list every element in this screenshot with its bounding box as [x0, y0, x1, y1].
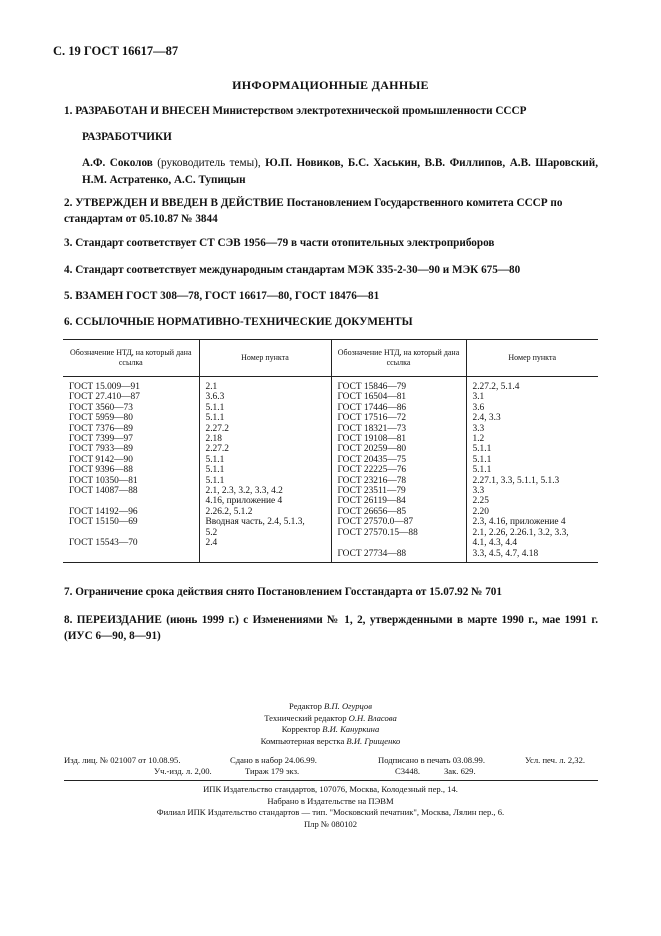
other-developers: Ю.П. Новиков, Б.С. Хаськин, В.В. Филлипов, А.В. Шаровский, Н.М. Астратенко, А.С. Тупицын: [82, 157, 598, 186]
print-run: Тираж 179 экз.: [245, 766, 300, 776]
item-number: 6.: [64, 316, 73, 328]
page-title: ИНФОРМАЦИОННЫЕ ДАННЫЕ: [232, 78, 429, 92]
layout-line: Компьютерная верстка В.И. Грищенко: [260, 735, 401, 746]
editor-line: Редактор В.П. Огурцов: [289, 701, 372, 711]
item-number: 1.: [64, 105, 73, 117]
tech-editor-line: Технический редактор О.Н. Власова: [264, 712, 397, 723]
info-item-3: [64, 235, 598, 251]
print-date: Подписано в печать 03.08.99.: [378, 755, 485, 765]
ntd-list-right: ГОСТ 15846—79 ГОСТ 16504—81 ГОСТ 17446—86 ГОСТ 17516—72 ГОСТ 18321—73 ГОСТ 19108—81 ГОСТ 20259—80 ГОСТ 20435—75 ГОСТ 22225—76 ГОСТ 23216—78 ГОСТ 23511—79 ГОСТ 26119—84 ГОСТ 26656—85 ГОСТ 27570.0—87 ГОСТ 27570.15—88 ГОСТ 27734—88: [331, 377, 466, 563]
column-header-ntd: Обозначение НТД, на который дана ссылка: [63, 340, 199, 377]
info-item-2: [64, 195, 598, 227]
running-head: С. 19 ГОСТ 16617—87: [53, 44, 179, 58]
column-header-ntd: Обозначение НТД, на который дана ссылка: [331, 340, 466, 377]
ntd-list-left: ГОСТ 15.009—91 ГОСТ 27.410—87 ГОСТ 3560—73 ГОСТ 5959—80 ГОСТ 7376—89 ГОСТ 7399—97 ГОСТ 7933—89 ГОСТ 9142—90 ГОСТ 9396—88 ГОСТ 10350—81 ГОСТ 14087—88 ГОСТ 14192—96 ГОСТ 15150—69 ГОСТ 15543—70: [63, 377, 199, 563]
developers-list: [82, 155, 598, 189]
item-text: Стандарт соответствует СТ СЭВ 1956—79 в части отопительных электроприборов: [75, 237, 495, 249]
item-text: Ограничение срока действия снято Постановлением Госстандарта от 15.07.92 № 701: [75, 586, 502, 598]
imprint-staff: [0, 701, 661, 747]
developer-role: (руководитель темы),: [152, 157, 266, 169]
info-item-5: [64, 288, 598, 304]
point-list-right: 2.27.2, 5.1.4 3.1 3.6 2.4, 3.3 3.3 1.2 5.1.1 5.1.1 5.1.1 2.27.1, 3.3, 5.1.1, 5.1.3 3.3 2.25 2.20 2.3, 4.16, приложение 4 2.1, 2.26, 2.26.1, 3.2, 3.3, 4.1, 4.3, 4.4 3.3, 4.5, 4.7, 4.18: [466, 377, 598, 563]
column-header-point: Номер пункта: [199, 340, 331, 377]
column-header-point: Номер пункта: [466, 340, 598, 377]
item-text: Министерством электротехнической промышленности СССР: [209, 105, 527, 117]
license-number: Изд. лиц. № 021007 от 10.08.95.: [64, 755, 181, 765]
item-text: (июнь 1999 г.) с Изменениями № 1, 2, утвержденными в марте 1990 г., мае 1991 г. (ИУС 6—90, 8—91): [64, 614, 598, 642]
references-table: [63, 339, 598, 563]
item-text: Постановлением Государственного комитета СССР по стандартам от 05.10.87 № 3844: [64, 197, 563, 225]
typeset-note: Набрано в Издательстве на ПЭВМ: [267, 795, 394, 806]
imprint-divider: [64, 780, 598, 781]
item-text: ВЗАМЕН ГОСТ 308—78, ГОСТ 16617—80, ГОСТ 18476—81: [75, 290, 380, 302]
print-sheets: Усл. печ. л. 2,32.: [525, 755, 586, 765]
item-text: ССЫЛОЧНЫЕ НОРМАТИВНО-ТЕХНИЧЕСКИЕ ДОКУМЕНТЫ: [75, 316, 413, 328]
point-list-left: 2.1 3.6.3 5.1.1 5.1.1 2.27.2 2.18 2.27.2 5.1.1 5.1.1 5.1.1 2.1, 2.3, 3.2, 3.3, 4.2 4.16, приложение 4 2.26.2, 5.1.2 Вводная часть, 2.4, 5.1.3, 5.2 2.4: [199, 377, 331, 563]
printer-address: Филиал ИПК Издательство стандартов — тип. "Московский печатник", Москва, Лялин пер., 6.: [156, 807, 505, 817]
item-number: 7.: [64, 586, 73, 598]
typeset-date: Сдано в набор 24.06.99.: [230, 755, 317, 765]
corrector-line: Корректор В.И. Кануркина: [281, 724, 380, 734]
info-item-1: [64, 103, 598, 119]
item-number: 5.: [64, 290, 73, 302]
publisher-info: [0, 784, 661, 830]
item-lead: РАЗРАБОТАН И ВНЕСЕН: [75, 105, 210, 117]
item-lead: УТВЕРЖДЕН И ВВЕДЕН В ДЕЙСТВИЕ: [75, 197, 284, 209]
info-item-4: [64, 262, 598, 278]
developers-heading: РАЗРАБОТЧИКИ: [82, 131, 172, 143]
publisher-address: ИПК Издательство стандартов, 107076, Москва, Колодезный пер., 14.: [203, 784, 458, 794]
item-number: 4.: [64, 264, 73, 276]
item-number: 2.: [64, 197, 73, 209]
item-number: 8.: [64, 614, 73, 626]
catalog-code: С3448.: [395, 766, 421, 776]
item-number: 3.: [64, 237, 73, 249]
info-item-7: [64, 584, 598, 600]
printer-license: Плр № 080102: [303, 818, 358, 829]
info-item-6: [64, 314, 598, 330]
lead-developer: А.Ф. Соколов: [82, 157, 153, 169]
item-lead: ПЕРЕИЗДАНИЕ: [76, 614, 162, 626]
info-item-8: [64, 612, 598, 644]
order-number: Зак. 629.: [444, 766, 476, 776]
publisher-sheets: Уч.-изд. л. 2,00.: [154, 766, 212, 776]
item-text: Стандарт соответствует международным стандартам МЭК 335-2-30—90 и МЭК 675—80: [75, 264, 521, 276]
